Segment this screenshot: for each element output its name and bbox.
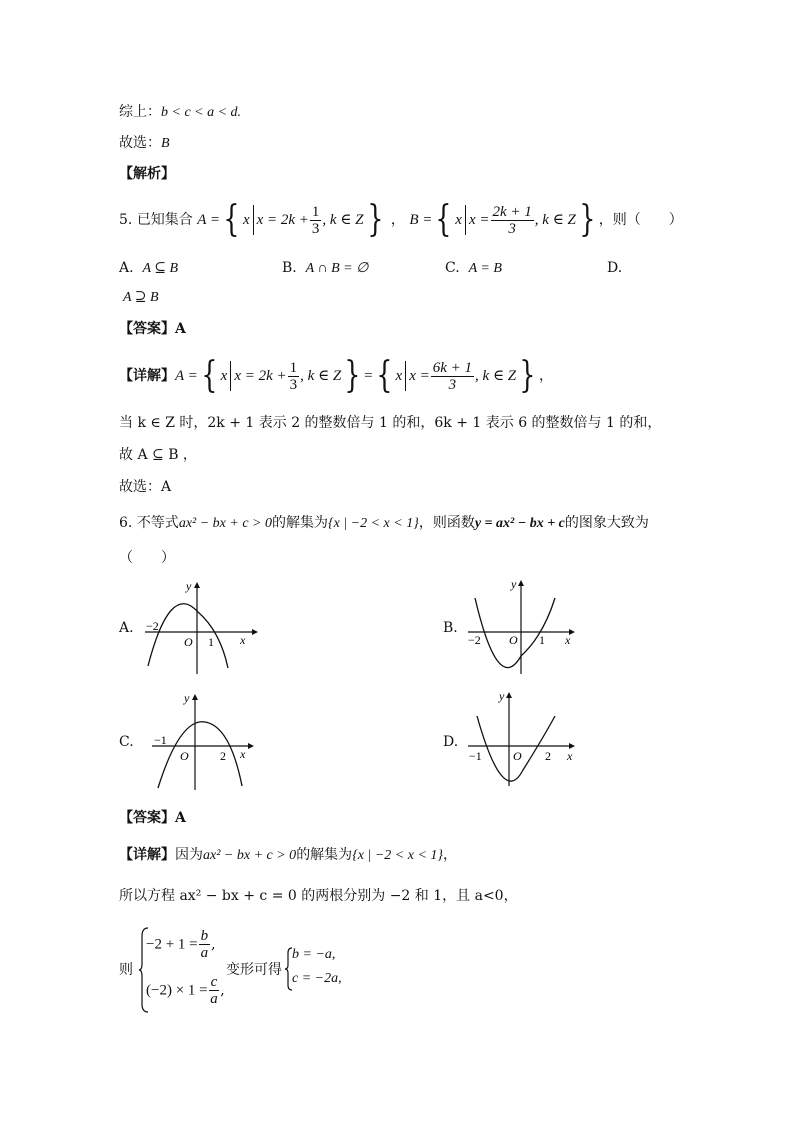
graph-d: [463, 688, 588, 788]
system-1-row1: [146, 928, 216, 961]
q6-stem-mid2: ，则函数: [418, 515, 475, 531]
left-brace-icon: {: [223, 199, 240, 240]
option-math: A = B: [468, 261, 502, 276]
q6-detail-set: {x | −2 < x < 1}: [352, 848, 444, 863]
frac-denominator: 3: [289, 376, 298, 393]
q5-detail-var: x: [220, 368, 228, 384]
root-right-label: 1: [539, 633, 545, 647]
frac-numerator: 1: [311, 203, 320, 220]
system-2-row1: b = −a,: [292, 947, 336, 962]
right-brace-icon: }: [519, 355, 536, 396]
row-end: ,: [211, 936, 216, 953]
q6-then-label: 则: [119, 962, 133, 978]
q5-option-d-label: D.: [607, 260, 623, 276]
q5-detail-body1: x = 2k +: [234, 368, 287, 384]
summary-prefix: 综上：: [119, 104, 161, 120]
frac-numerator: 2k + 1: [492, 203, 532, 220]
q5-stem-prefix: 已知集合: [136, 212, 193, 228]
x-axis-label: x: [565, 633, 571, 647]
y-arrow-icon: [506, 692, 512, 698]
row-frac: [209, 974, 220, 1007]
row-end: ,: [220, 982, 225, 999]
q5-detail-end: ，: [539, 368, 554, 384]
q6-stem: [119, 513, 649, 534]
choice-math: B: [161, 136, 170, 151]
q5-detail-frac1: [288, 360, 300, 393]
q6-stem-prefix: 不等式: [136, 515, 179, 531]
q5-set-a-tail: , k ∈ Z: [322, 212, 364, 228]
frac-numerator: b: [200, 928, 209, 944]
graph-b: [463, 576, 583, 676]
q6-roots-line: 所以方程 ax² − bx + c = 0 的两根分别为 −2 和 1，且 a<0，: [119, 888, 518, 904]
frac-numerator: 6k + 1: [432, 359, 473, 376]
q5-detail: [119, 356, 553, 396]
left-brace-icon: {: [201, 355, 218, 396]
q5-set-b-lhs: B =: [409, 212, 433, 228]
q5-set-a-var: x: [242, 212, 250, 228]
q5-set-b-tail: , k ∈ Z: [534, 212, 576, 228]
root-left-label: −1: [469, 749, 482, 763]
q5-detail-tail2: , k ∈ Z: [475, 368, 517, 384]
y-axis-label: y: [184, 691, 190, 705]
row-lhs: −2 + 1 =: [146, 936, 198, 953]
q5-set-a-body: x = 2k +: [256, 212, 309, 228]
q5-set-b-frac: [491, 204, 534, 237]
origin-label: O: [180, 749, 189, 763]
y-axis-label: y: [511, 577, 517, 591]
right-brace-icon: }: [366, 199, 384, 240]
q5-detail-tail1: , k ∈ Z: [300, 368, 342, 384]
x-arrow-icon: [248, 743, 254, 749]
q6-detail-mid: 的解集为: [296, 847, 353, 863]
root-right-label: 2: [220, 749, 226, 763]
q5-number: 5.: [119, 212, 133, 228]
q5-set-b-var: x: [455, 212, 462, 228]
q6-solution-set: {x | −2 < x < 1}: [328, 516, 419, 531]
graph-c-label: C.: [119, 734, 134, 750]
q5-set-a-frac: [310, 204, 322, 237]
frac-numerator: 1: [289, 359, 298, 376]
q5-detail-eq: =: [364, 368, 373, 384]
q5-option-c: [445, 258, 502, 279]
graph-b-label: B.: [443, 620, 458, 636]
choice-prefix: 故选：: [119, 135, 161, 151]
q5-stem-suffix: ，则（ ）: [598, 212, 683, 228]
graph-d-label: D.: [443, 734, 459, 750]
right-brace-icon: }: [344, 355, 361, 396]
divider-bar: [405, 361, 406, 391]
q6-detail-prefix: 因为: [175, 847, 203, 863]
divider-bar: [465, 205, 466, 235]
right-brace-icon: }: [579, 199, 596, 240]
q6-paren: （ ）: [119, 550, 175, 566]
frac-denominator: 3: [508, 220, 516, 237]
y-arrow-icon: [194, 582, 200, 588]
origin-label: O: [509, 633, 518, 647]
graph-c: [140, 688, 265, 793]
q5-set-a-lhs: A =: [197, 212, 221, 228]
q5-choice: 故选：A: [119, 479, 172, 495]
system-2: [284, 946, 364, 992]
left-brace-icon: {: [435, 199, 452, 240]
x-axis-label: x: [567, 749, 573, 763]
q5-detail-body2: x =: [409, 368, 430, 384]
q6-ineq: ax² − bx + c > 0: [178, 516, 272, 531]
option-math: A ⊆ B: [142, 261, 179, 276]
frac-denominator: 3: [311, 220, 320, 237]
choice-line: [119, 133, 170, 154]
q6-transform-label: 变形可得: [226, 962, 282, 978]
q5-detail-heading: 【详解】: [119, 368, 175, 384]
parabola-curve: [158, 722, 242, 788]
option-math: A ∩ B = ∅: [305, 261, 369, 276]
q6-detail-end: ，: [443, 847, 458, 863]
root-left-label: −2: [146, 619, 159, 633]
option-label: A.: [119, 260, 134, 276]
q5-detail-frac2: [431, 360, 474, 393]
jiexi-heading: 【解析】: [119, 166, 175, 182]
root-right-label: 1: [208, 635, 214, 649]
frac-denominator: a: [200, 945, 209, 961]
q6-answer: 【答案】A: [119, 810, 186, 826]
left-brace-icon: {: [376, 355, 393, 396]
root-left-label: −2: [468, 633, 481, 647]
q5-set-b-body: x =: [468, 212, 490, 228]
q6-stem-suffix: 的图象大致为: [564, 515, 649, 531]
frac-denominator: a: [210, 991, 218, 1007]
y-arrow-icon: [518, 580, 524, 586]
divider-bar: [253, 205, 254, 235]
row-lhs: (−2) × 1 =: [146, 982, 208, 999]
graph-a: [140, 576, 260, 676]
root-left-label: −1: [154, 733, 167, 747]
option-label: B.: [282, 260, 297, 276]
q5-explain: 当 k ∈ Z 时，2k + 1 表示 2 的整数倍与 1 的和，6k + 1 表示 6 的整数倍与 1 的和，: [119, 415, 662, 431]
q5-conclusion: 故 A ⊆ B ，: [119, 447, 197, 463]
q5-detail-lhs: A =: [175, 368, 198, 384]
origin-label: O: [184, 635, 193, 649]
row-frac: [199, 928, 211, 961]
q5-answer: 【答案】A: [119, 321, 186, 337]
origin-label: O: [513, 749, 522, 763]
option-label: C.: [445, 260, 460, 276]
q6-detail: [119, 845, 457, 866]
system-2-row2: c = −2a,: [292, 971, 342, 986]
frac-numerator: c: [210, 974, 218, 990]
system-1-row2: [146, 974, 225, 1007]
q5-option-d-math: A ⊇ B: [123, 290, 159, 305]
y-arrow-icon: [192, 694, 198, 700]
divider-bar: [230, 361, 231, 391]
y-axis-label: y: [499, 689, 505, 703]
q5-option-b: [282, 258, 368, 279]
y-axis-label: y: [186, 579, 192, 593]
summary-line: [119, 102, 241, 123]
q5-detail-var2: x: [395, 368, 403, 384]
q6-stem-mid: 的解集为: [272, 515, 328, 531]
x-axis-label: x: [240, 747, 246, 761]
x-arrow-icon: [252, 629, 258, 635]
graph-a-label: A.: [119, 620, 134, 636]
q6-detail-ineq: ax² − bx + c > 0: [203, 848, 297, 863]
q6-detail-heading: 【详解】: [119, 847, 175, 863]
q6-number: 6.: [119, 515, 133, 531]
frac-denominator: 3: [448, 376, 457, 393]
q6-func: y = ax² − bx + c: [474, 516, 565, 531]
x-axis-label: x: [240, 633, 246, 647]
root-right-label: 2: [545, 749, 551, 763]
q5-option-a: [119, 258, 178, 279]
summary-math: b < c < a < d.: [161, 105, 242, 120]
q5-stem: 5. 已知集合 A ={ x x = 2k + $\frac{1}{3}$ , k ∈ Z} ， B ={ x x = $\frac{2k + 1}{3}$ , k ∈ Z} ，则（ ）: [119, 199, 683, 240]
